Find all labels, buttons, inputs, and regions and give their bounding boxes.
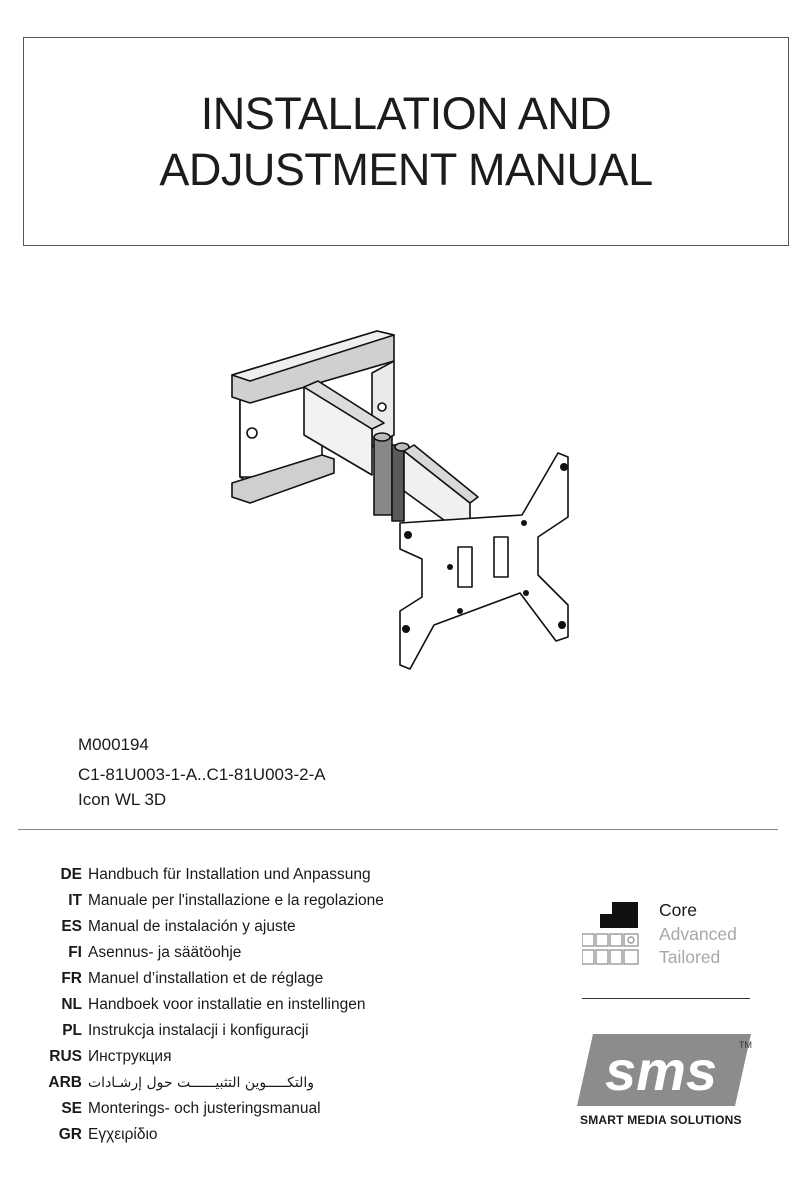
language-code: FR: [61, 970, 82, 987]
logo-divider: [582, 998, 750, 999]
language-code: FI: [68, 944, 82, 961]
tier-advanced: Advanced: [659, 924, 737, 944]
language-title: Instrukcja instalacji i konfiguracji: [88, 1022, 309, 1039]
language-item: [30, 1018, 384, 1044]
language-code: ES: [61, 918, 82, 935]
language-item: [30, 1122, 384, 1148]
language-item: [30, 914, 384, 940]
language-title: Manuale per l'installazione e la regolazione: [88, 892, 384, 909]
title-line-1: INSTALLATION AND: [200, 87, 612, 139]
language-code: NL: [61, 996, 82, 1013]
language-item: [30, 1070, 384, 1096]
language-list: [30, 862, 384, 1148]
language-title: Handboek voor installatie en instellingen: [88, 996, 366, 1013]
language-title: Handbuch für Installation und Anpassung: [88, 866, 371, 883]
language-code: PL: [62, 1022, 82, 1039]
wall-mount-illustration: [222, 325, 602, 695]
sms-wordmark: sms: [604, 1039, 718, 1102]
language-code: SE: [61, 1100, 82, 1117]
language-item: [30, 1044, 384, 1070]
language-title: Инструкция: [88, 1048, 172, 1065]
language-code: IT: [68, 892, 82, 909]
core-square-icon: [612, 902, 638, 928]
tier-core: Core: [659, 900, 697, 920]
sms-logo: [575, 1030, 755, 1110]
language-title: Monterings- och justeringsmanual: [88, 1100, 321, 1117]
language-code: ARB: [48, 1074, 82, 1091]
model-range: C1-81U003-1-A..C1-81U003-2-A: [78, 765, 326, 784]
section-divider: [18, 829, 778, 830]
trademark-mark: TM: [739, 1040, 752, 1050]
language-code: GR: [58, 1126, 82, 1143]
language-code: RUS: [49, 1048, 82, 1065]
language-code: DE: [60, 866, 82, 883]
language-item: [30, 966, 384, 992]
language-title: Manuel d’installation et de réglage: [88, 970, 324, 987]
language-title: Manual de instalación y ajuste: [88, 918, 296, 935]
title-line-2: ADJUSTMENT MANUAL: [159, 143, 653, 195]
tier-tailored: Tailored: [659, 947, 721, 967]
language-title: Εγχειρίδιο: [88, 1126, 158, 1143]
language-item: [30, 992, 384, 1018]
advanced-grid-icon: [582, 934, 638, 964]
language-item: [30, 888, 384, 914]
model-name: Icon WL 3D: [78, 790, 167, 809]
title-box: [23, 37, 789, 246]
language-item: [30, 862, 384, 888]
model-code: M000194: [78, 735, 149, 754]
language-item: [30, 1096, 384, 1122]
language-title: Asennus- ja säätöohje: [88, 944, 242, 961]
brand-tagline: SMART MEDIA SOLUTIONS: [580, 1113, 742, 1127]
language-title: والتكـــــوين التثبيــــــت حول إرشـادات: [88, 1075, 315, 1091]
language-item: [30, 940, 384, 966]
